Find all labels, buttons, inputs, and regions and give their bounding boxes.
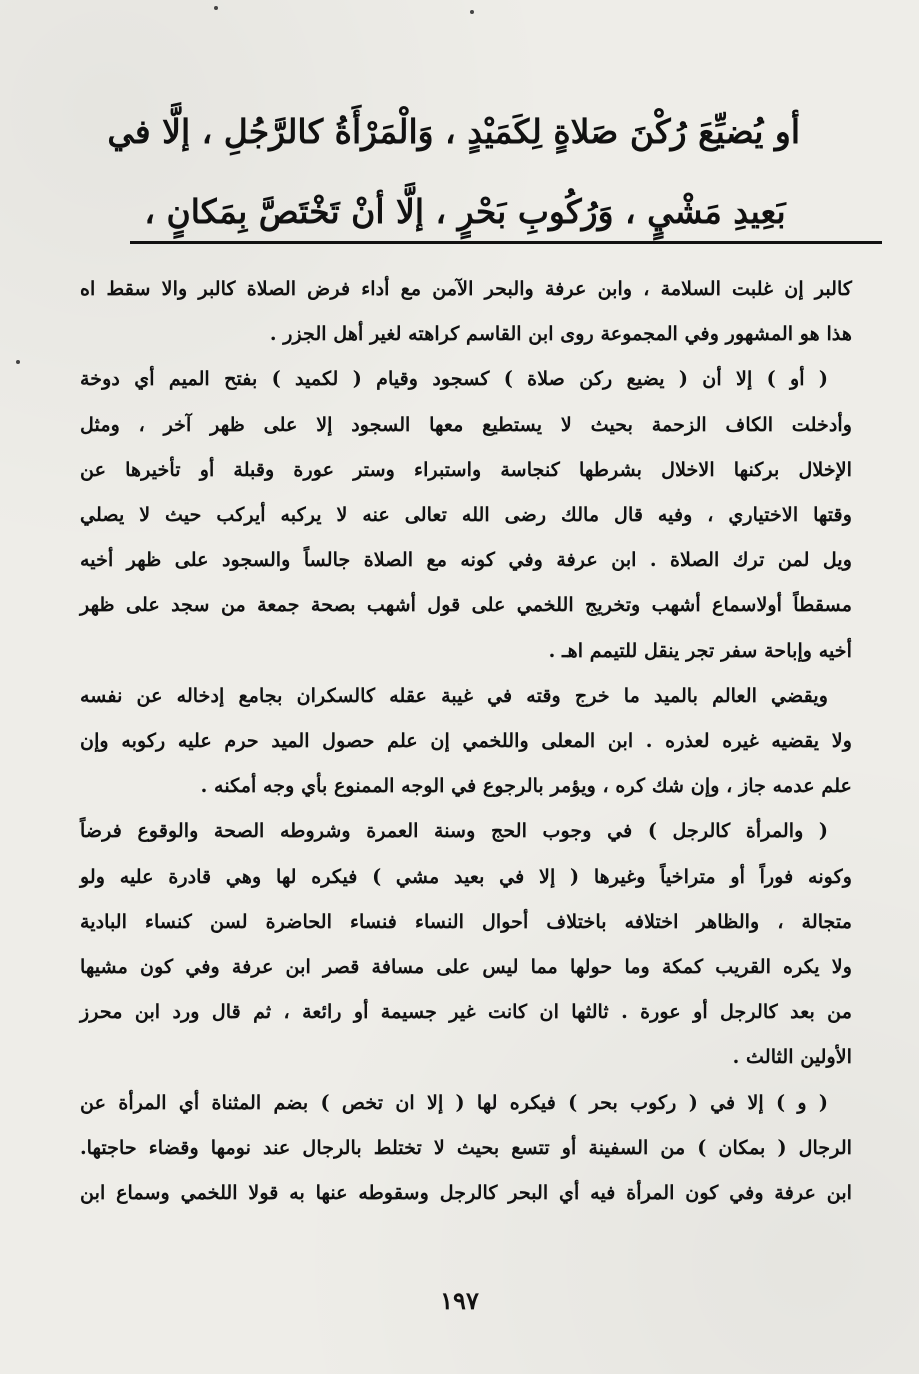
scan-speck bbox=[16, 360, 20, 364]
commentary-line: كالبر إن غلبت السلامة ، وابن عرفة والبحر الآمن مع أداء فرض الصلاة كالبر والا سقط اه bbox=[80, 277, 852, 300]
commentary-line: الرجال ( بمكان ) من السفينة أو تتسع بحيث لا تختلط بالرجال عند نومها وقضاء حاجتها. bbox=[80, 1135, 852, 1159]
commentary-line: الأولين الثالث . bbox=[732, 1045, 852, 1069]
commentary-line: علم عدمه جاز ، وإن شك كره ، ويؤمر بالرجوع في الوجه الممنوع بأي وجه أمكنه . bbox=[200, 774, 852, 798]
commentary-text bbox=[80, 266, 852, 1215]
commentary-line: ولا يكره القريب كمكة وما حولها مما ليس على مسافة قصر ابن عرفة وفي كون مشيها bbox=[80, 955, 852, 979]
matn-text bbox=[107, 92, 800, 252]
commentary-line: مسقطاً أولاسماع أشهب وتخريج اللخمي على قول أشهب بصحة جمعة من سجد على ظهر bbox=[80, 593, 852, 617]
commentary-line: ولا يقضيه غيره لعذره . ابن المعلى واللخمي إن علم حصول الميد حرم عليه ركوبه وإن bbox=[80, 729, 852, 753]
commentary-line: ويقضي العالم بالميد ما خرج وقته في غيبة عقله كالسكران بجامع إدخاله عن نفسه bbox=[80, 683, 828, 707]
matn-line-1: أو يُضيِّعَ رُكْنَ صَلاةٍ لِكَمَيْدٍ ، وَالْمَرْأَةُ كالرَّجُلِ ، إلَّا في bbox=[107, 112, 800, 151]
commentary-line: ( و ) إلا في ( ركوب بحر ) فيكره لها ( إلا ان تخص ) بضم المثناة أي المرأة عن bbox=[80, 1090, 828, 1114]
commentary-line: متجالة ، والظاهر اختلافه باختلاف أحوال النساء فنساء الحاضرة لسن كنساء البادية bbox=[80, 909, 852, 933]
commentary-line: من بعد كالرجل أو عورة . ثالثها ان كانت غير جسيمة أو رائعة ، ثم قال ورد ابن محرز bbox=[80, 1000, 852, 1024]
commentary-line: وكونه فوراً أو متراخياً وغيرها ( إلا في بعيد مشي ) فيكره لها وهي قادرة عليه ولو bbox=[80, 864, 852, 888]
commentary-line: ويل لمن ترك الصلاة . ابن عرفة وفي كونه مع الصلاة جالساً والسجود على ظهر أخيه bbox=[80, 548, 852, 572]
commentary-line: هذا هو المشهور وفي المجموعة روى ابن القاسم كراهته لغير أهل الجزر . bbox=[269, 322, 852, 346]
scan-speck bbox=[470, 10, 474, 14]
commentary-line: ( أو ) إلا أن ( يضيع ركن صلاة ) كسجود وقيام ( لكميد ) بفتح الميم أي دوخة bbox=[80, 367, 828, 391]
scan-speck bbox=[214, 6, 218, 10]
commentary-line: الإخلال بركنها الاخلال بشرطها كنجاسة واستبراء وستر عورة وقبلة أو تأخيرها عن bbox=[80, 457, 852, 481]
commentary-line: وأدخلت الكاف الزحمة بحيث لا يستطيع معها السجود إلا على ظهر آخر ، ومثل bbox=[80, 412, 852, 436]
page-number: ١٩٧ bbox=[440, 1286, 479, 1315]
commentary-line: ابن عرفة وفي كون المرأة فيه أي البحر كالرجل وسقوطه عنها به قولا اللخمي وسماع ابن bbox=[80, 1181, 852, 1205]
matn-line-2: بَعِيدِ مَشْيٍ ، وَرُكُوبِ بَحْرٍ ، إلَّا أنْ تَخْتَصَّ بِمَكانٍ ، bbox=[144, 192, 786, 231]
commentary-line: ( والمرأة كالرجل ) في وجوب الحج وسنة العمرة وشروطه الصحة والوقوع فرضاً bbox=[80, 819, 828, 843]
commentary-line: أخيه وإباحة سفر تجر ينقل للتيمم اهـ . bbox=[548, 638, 852, 662]
separator-line bbox=[130, 241, 882, 244]
commentary-line: وقتها الاختياري ، وفيه قال مالك رضى الله تعالى عنه لا يركبه أيركب حيث لا يصلي bbox=[80, 503, 852, 527]
